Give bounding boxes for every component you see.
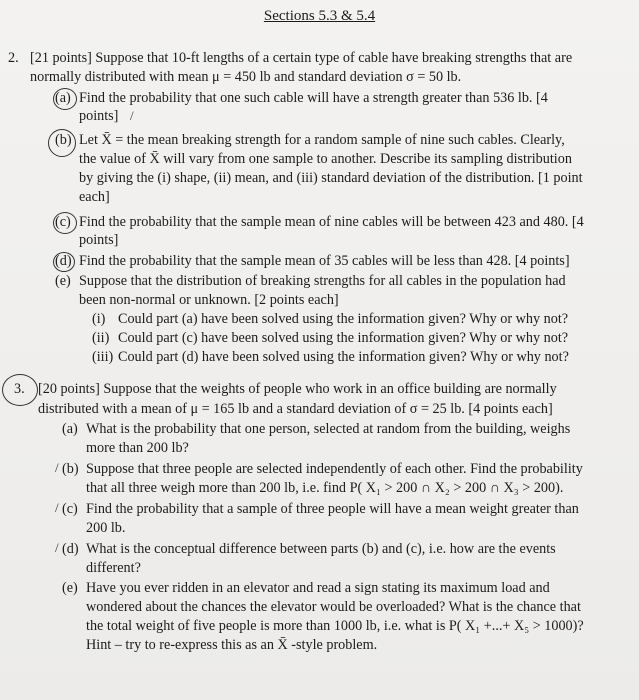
part-text-line: that all three weigh more than 200 lb, i.e. find P( X₁ > 200 ∩ X₂ > 200 ∩ X₃ > 200). [86,480,564,496]
part-text-line: Find the probability that one such cable will have a strength greater than 536 lb. [4 [79,90,548,106]
part-text-line: the total weight of five people is more than 1000 lb, i.e. what is P( X₁ +...+ X₅ > 1000)? [86,618,584,634]
problem-number: 2. [8,50,19,66]
problem-text-line: [20 points] Suppose that the weights of people who work in an office building are normally [38,381,557,397]
part-text-line: been non-normal or unknown. [2 points each] [79,292,339,308]
subpart-text: Could part (a) have been solved using the information given? Why or why not? [118,311,569,327]
part-label: (c) [55,214,71,230]
subpart-label: (iii) [92,349,114,365]
part-label: (c) [62,501,78,517]
part-text-line: Have you ever ridden in an elevator and read a sign stating its maximum load and [86,580,550,596]
part-text-line: Find the probability that the sample mean of nine cables will be between 423 and 480. [4 [79,214,584,230]
part-text-line: Find the probability that the sample mean of 35 cables will be less than 428. [4 points] [79,253,570,269]
part-text-line: points] [79,108,119,124]
part-text-line: by giving the (i) shape, (ii) mean, and (iii) standard deviation of the distribution. [1 point [79,170,583,186]
part-label: (e) [55,273,71,289]
part-label: (b) [62,461,79,477]
part-text-line: Let X̄ = the mean breaking strength for a random sample of nine such cables. Clearly, [79,132,565,148]
part-text-line: 200 lb. [86,520,126,536]
part-text-line: What is the probability that one person, selected at random from the building, weighs [86,421,571,437]
part-text-line: each] [79,189,110,205]
section-title: Sections 5.3 & 5.4 [263,8,376,24]
part-text-line: the value of X̄ will vary from one sample to another. Describe its sampling distribution [79,151,572,167]
part-label: (a) [62,421,78,437]
part-text-line: Suppose that the distribution of breaking strengths for all cables in the population had [79,273,566,289]
part-label: (e) [62,580,78,596]
subpart-label: (i) [92,311,106,327]
part-text-line: different? [86,560,141,576]
part-text-line: Find the probability that a sample of three people will have a mean weight greater than [86,501,579,517]
subpart-label: (ii) [92,330,110,346]
problem-text-line: [21 points] Suppose that 10-ft lengths of a certain type of cable have breaking strengths that are [30,50,573,66]
part-text-line: more than 200 lb? [86,440,189,456]
part-label: (b) [55,132,72,148]
part-label: (d) [55,253,72,269]
part-text-line: What is the conceptual difference between parts (b) and (c), i.e. how are the events [86,541,556,557]
part-text-line: Hint – try to re-express this as an X̄ -style problem. [86,637,378,653]
subpart-text: Could part (d) have been solved using the information given? Why or why not? [118,349,569,365]
pen-tick-mark: / [55,500,59,515]
problem-text-line: distributed with a mean of μ = 165 lb and a standard deviation of σ = 25 lb. [4 points each] [38,401,553,417]
part-text-line: wondered about the chances the elevator would be overloaded? What is the chance that [86,599,581,615]
pen-tick-mark: / [55,540,59,555]
problem-number: 3. [14,381,25,397]
subpart-text: Could part (c) have been solved using the information given? Why or why not? [118,330,569,346]
pen-tick-mark: / [55,460,59,475]
part-label: (d) [62,541,79,557]
part-text-line: points] [79,232,119,248]
part-label: (a) [55,90,71,106]
problem-text-line: normally distributed with mean μ = 450 lb and standard deviation σ = 50 lb. [30,69,462,85]
part-text-line: Suppose that three people are selected independently of each other. Find the probability [86,461,583,477]
pen-tick-mark: / [130,108,134,123]
